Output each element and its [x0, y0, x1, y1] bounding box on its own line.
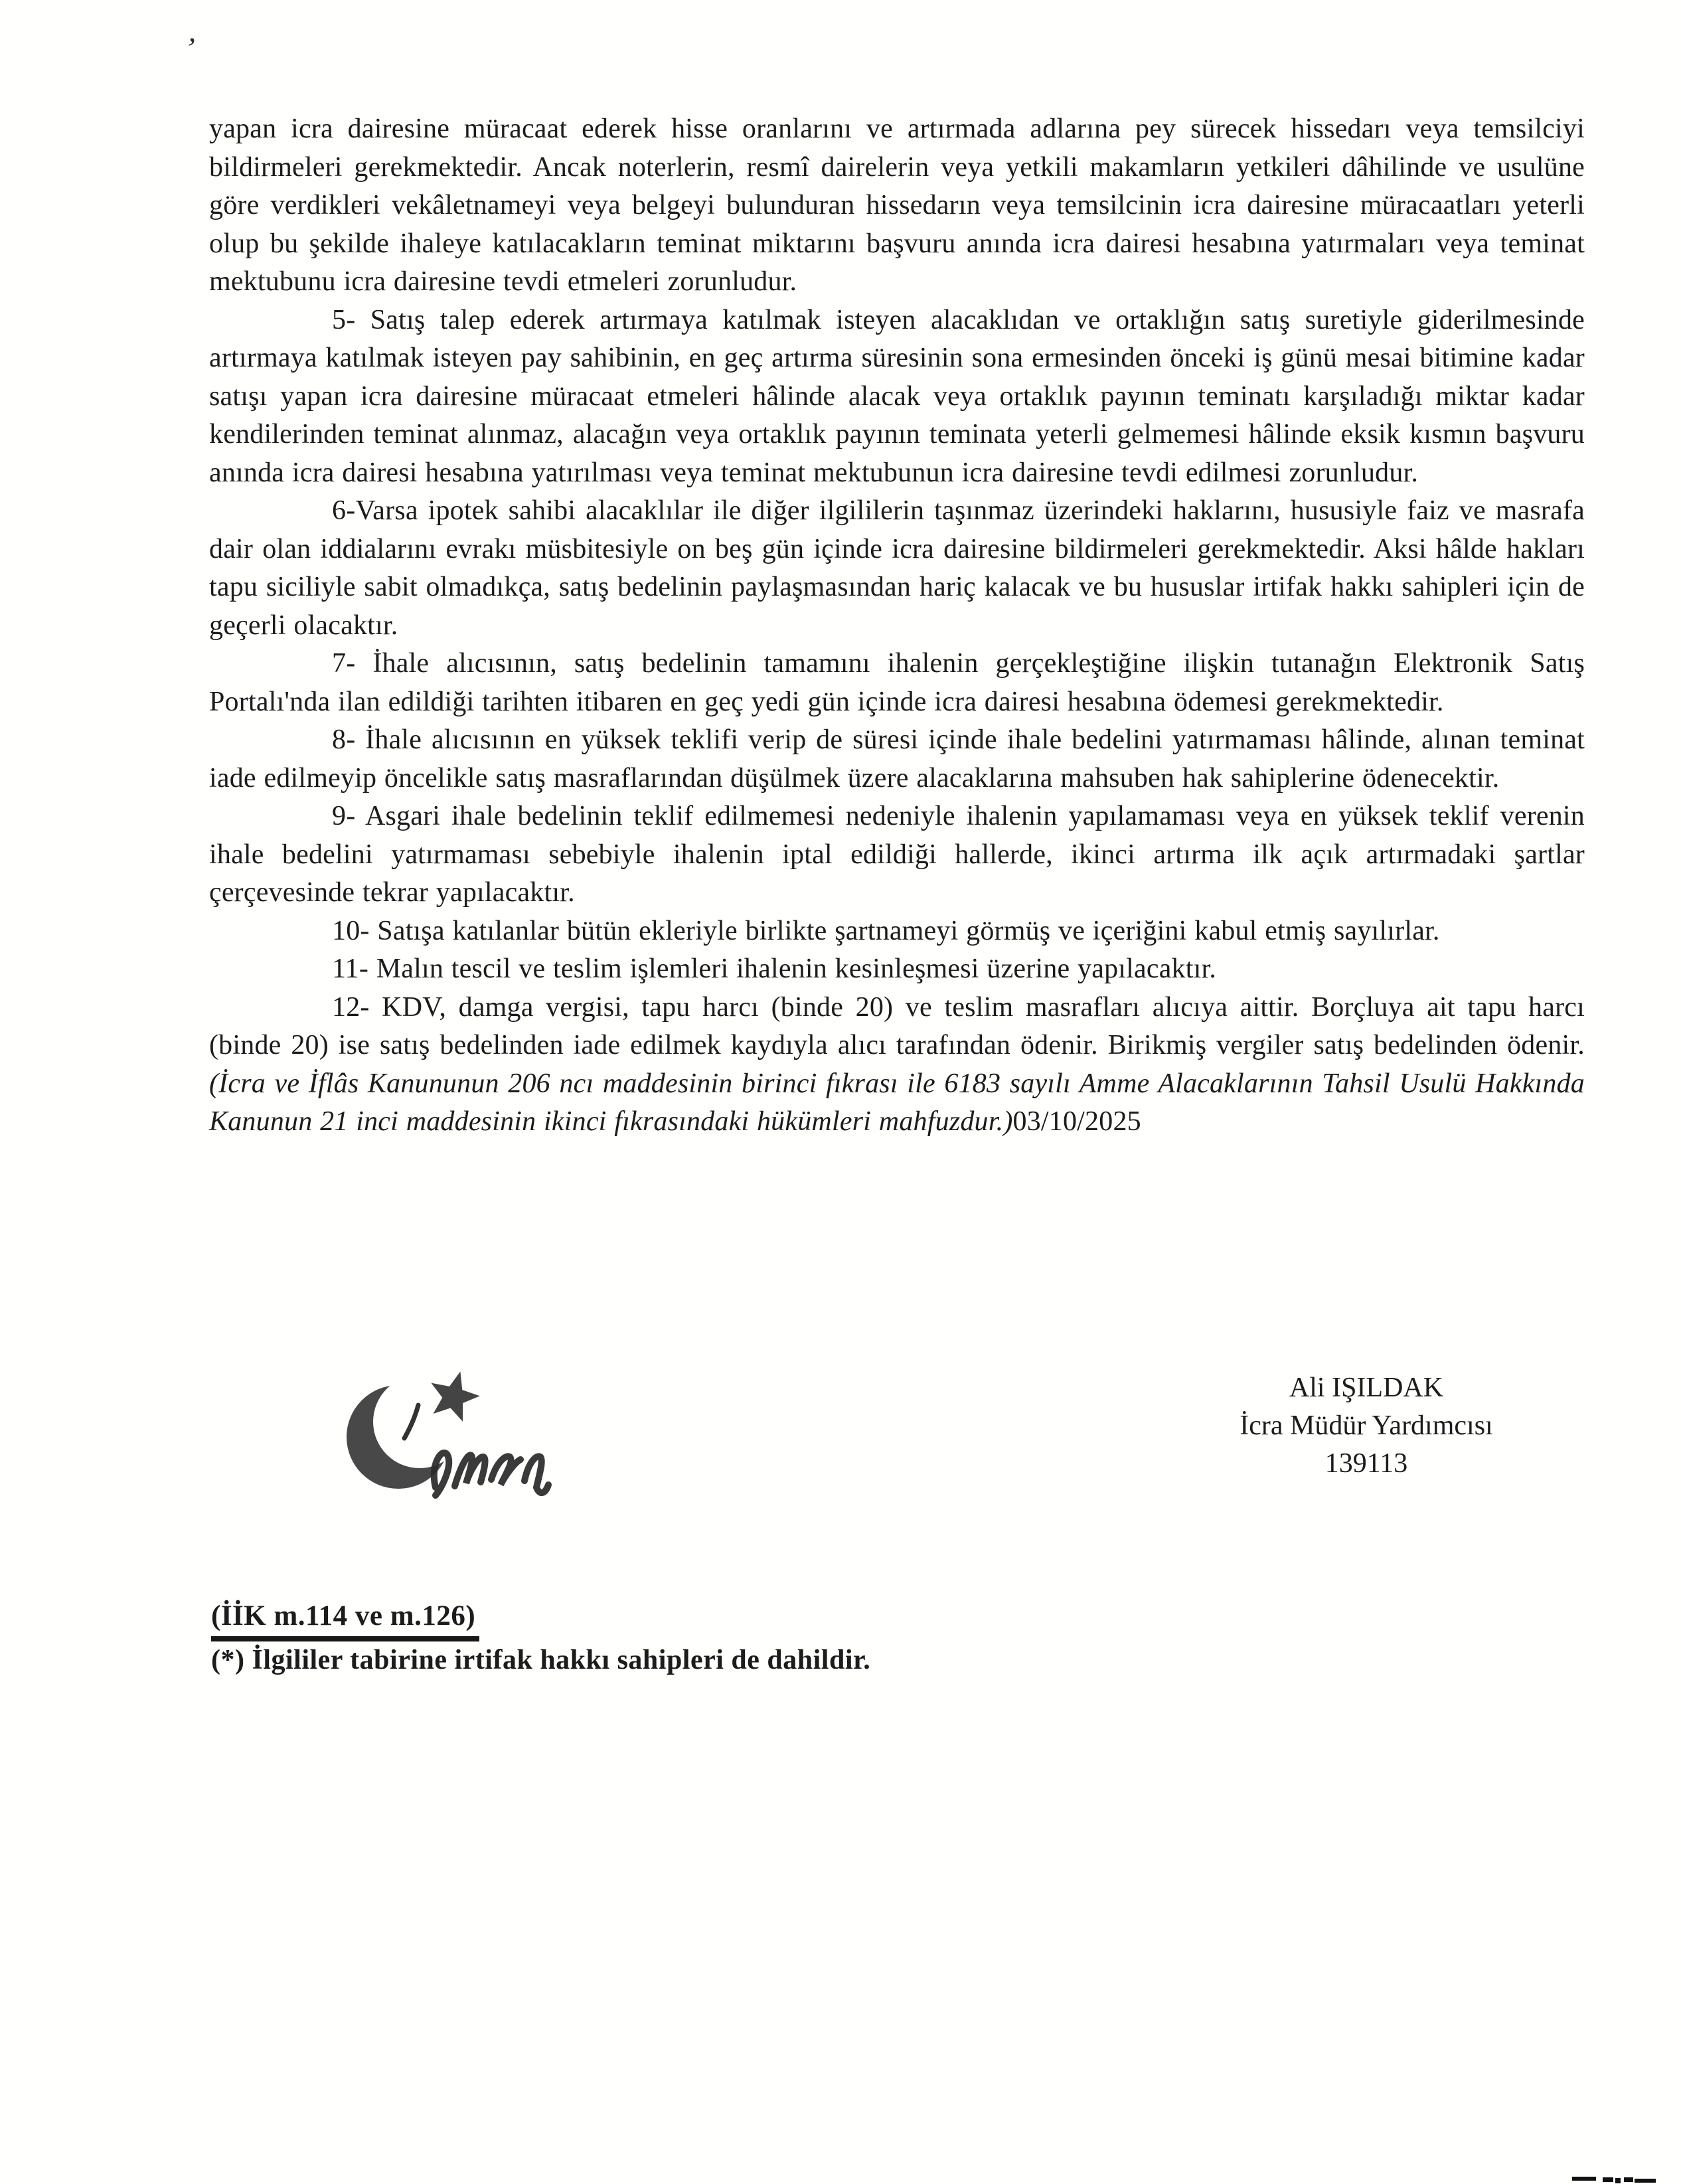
clause-12	[209, 989, 1585, 1141]
clause-9: 9- Asgari ihale bedelinin teklif edilmemesi nedeniyle ihalenin yapılamaması veya en yüksek teklif verenin ihale bedelini yatırmaması sebebiyle ihalenin iptal edildiği hallerde, ikinci artırma ilk açık artırmadaki şartlar çerçevesinde tekrar yapılacaktır.	[209, 801, 1585, 908]
scan-mark	[1572, 2177, 1596, 2181]
clause-continuation: yapan icra dairesine müracaat ederek hisse oranlarını ve artırmada adlarına pey sürecek hissedarı veya temsilciyi bildirmeleri gerekmektedir. Ancak noterlerin, resmî dairelerin veya yetkili makamların yetkileri dâhilinde ve usulüne göre verdikleri vekâletnameyi veya belgeyi bulunduran hissedarın veya temsilcinin icra dairesine müracaatları yeterli olup bu şekilde ihaleye katılacakların teminat miktarını başvuru anında icra dairesi hesabına yatırmaları veya teminat mektubunu icra dairesine tevdi etmeleri zorunludur.	[209, 114, 1585, 297]
clause-5: 5- Satış talep ederek artırmaya katılmak isteyen alacaklıdan ve ortaklığın satış suretiyle giderilmesinde artırmaya katılmak isteyen pay sahibinin, en geç artırma süresinin sona ermesinden önceki iş günü mesai bitimine kadar satışı yapan icra dairesine müracaat etmeleri hâlinde alacak veya ortaklık payının teminatı karşıladığı miktar kadar kendilerinden teminat alınmaz, alacağın veya ortaklık payının teminata yeterli gelmemesi hâlinde eksik kısmın başvuru anında icra dairesi hesabına yatırılması veya teminat mektubunun icra dairesine tevdi edilmesi zorunludur.	[209, 304, 1585, 488]
signatory-registry-no: 139113	[1324, 1448, 1408, 1479]
scan-mark	[1615, 2178, 1621, 2183]
clause-7: 7- İhale alıcısının, satış bedelinin tamamını ihalenin gerçekleştiğine ilişkin tutanağın Elektronik Satış Portalı'nda ilan edildiği tarihten itibaren en geç yedi gün içinde icra dairesi hesabına ödemesi gerekmektedir.	[209, 648, 1585, 717]
clause-10: 10- Satışa katılanlar bütün ekleriyle birlikte şartnameyi görmüş ve içeriğini kabul etmiş sayılırlar.	[332, 915, 1440, 946]
clause-12-lead: 12- KDV, damga vergisi, tapu harcı (binde 20) ve teslim masrafları alıcıya aittir. Borçluya ait tapu harcı (binde 20) ise satış bedelinden iade edilmek kaydıyla alıcı tarafından ödenir. Birikmiş vergiler satış bedelinden ödenir.	[209, 991, 1585, 1060]
notice-body	[209, 110, 1585, 1141]
imza-scribble	[434, 1453, 548, 1495]
scan-mark	[1603, 2177, 1613, 2182]
scan-speck: ’	[183, 31, 199, 66]
clause-11: 11- Malın tescil ve teslim işlemleri ihalenin kesinleşmesi üzerine yapılacaktır.	[332, 954, 1217, 984]
clause-12-parenthetical: (İcra ve İflâs Kanununun 206 ncı maddesinin birinci fıkrası ile 6183 sayılı Amme Alacaklarının Tahsil Usulü Hakkında Kanunun 21 inci maddesinin ikinci fıkrasındaki hükümleri mahfuzdur.)	[209, 1068, 1585, 1137]
clause-6: 6-Varsa ipotek sahibi alacaklılar ile diğer ilgililerin taşınmaz üzerindeki haklarını, hususiyle faiz ve masrafa dair olan iddialarını evrakı müsbitesiyle on beş gün içinde icra dairesine bildirmeleri gerekmektedir. Aksi hâlde hakları tapu siciliyle sabit olmadıkça, satış bedelinin paylaşmasından hariç kalacak ve bu hususlar irtifak hakkı sahipleri için de geçerli olacaktır.	[209, 495, 1585, 641]
footnote: (*) İlgililer tabirine irtifak hakkı sahipleri de dahildir.	[211, 1645, 871, 1675]
signatory-block	[1129, 1369, 1604, 1483]
notice-date: 03/10/2025	[1012, 1106, 1141, 1137]
crescent-star-imza-stamp-icon	[317, 1356, 570, 1515]
signatory-name: Ali IŞILDAK	[1289, 1373, 1444, 1403]
law-reference: (İİK m.114 ve m.126)	[211, 1599, 479, 1641]
clause-8: 8- İhale alıcısının en yüksek teklifi verip de süresi içinde ihale bedelini yatırmaması hâlinde, alınan teminat iade edilmeyip öncelikle satış masraflarından düşülmek üzere alacaklarına mahsuben hak sahiplerine ödenecektir.	[209, 724, 1585, 794]
signatory-title: İcra Müdür Yardımcısı	[1240, 1410, 1493, 1441]
scan-mark	[1624, 2177, 1633, 2182]
scan-mark	[1635, 2179, 1656, 2183]
